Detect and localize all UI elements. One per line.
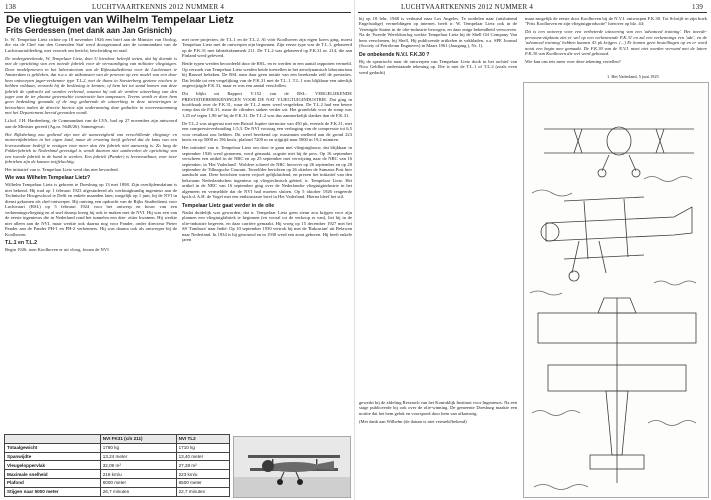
- table-cell: 32,09 m²: [100, 461, 176, 470]
- paragraph: Bij de speurtocht naar de ontwerpen van Tempelaar Lietz dook in het archief van Nico Geldhof onderstaande tekening op. Die is niet de T.L.1 of T.L.2 (zoals even werd gedacht): [359, 58, 517, 75]
- text-column-2: [182, 37, 352, 433]
- table-cell: 22,7 minuten: [176, 487, 229, 496]
- paragraph: met twee projecten, de T.L.1 en de T.L.2. Al vóór Koolhoven zijn eigen koers ging, moest Tempelaar Lietz met de ontwerpen zijn begonnen. Zijn eerste type was de T.L.1, gebaseerd op de F.K.31 met fabriekskenmerk 211. De T.L.2 was gebaseerd op F.K.31 nr. 214, die aan Finland werd geleverd.: [182, 37, 352, 59]
- running-head-left: LUCHTVAARTKENNIS 2012 NUMMER 4: [92, 3, 225, 11]
- text-column-3b: [525, 16, 707, 74]
- table-cell: Stijgen naar 5000 meter: [5, 487, 101, 496]
- table-cell: 1710 kg: [176, 443, 229, 452]
- text-column-4: [359, 400, 517, 498]
- header-rule-left: [4, 12, 351, 13]
- section-heading: Tempelaar Lietz gaat verder in de olie: [182, 202, 275, 209]
- paragraph: Dit is een ontwerp voor een verbeterde uitvoering van een 'advanced training'. Het tweede-persoons-zitplaats ziet er wel op een verkennende F.K.31 en zal een verkennings een 'ade', en de 'advanced training' hebben kunnen 43 pk krijgen. (...) Er komen geen bestellingen op en er word nooit een begin mee gemaakt. De F.K.30 van de N.V.I. moet niet worden verward met de latere F.K.30 van Koolhoven die wel werd gebouwd.: [525, 29, 707, 57]
- table-cell: Maximale snelheid: [5, 470, 101, 479]
- paragraph: Ir. W. Tempelaar Lietz richtte op 18 november 1926 een brief aan de Minister van Oorlog, die via de Chef van den Generalen Staf werd doorgestuurd aan de commandant van de Luchtvaartafdeeling, met verzoek om bericht, bescheiding en raad.: [5, 37, 177, 53]
- paragraph: Lt.kol. J.H. Hardenberg, de Commandant van de LVA, had op 27 november zijn antwoord aan de Minister gereed (Ag.nr. 5648/26). Samengevat:: [5, 118, 177, 129]
- paragraph: Wie kan ons iets meer over deze tekening vertellen?: [525, 59, 621, 65]
- table-row: [5, 443, 230, 452]
- paragraph: gewerkt bij de afdeling Research van het Koninklijk Instituut voor Ingenieurs. Na een stage publiceerde hij ook over de olie-winning. De gemeente Doesburg maakte een notitie dat het hem geluk en voorspoed door hem van afkomstig.: [359, 400, 517, 416]
- table-cell: 26,7 minuten: [100, 487, 176, 496]
- header-rule-right: [358, 12, 707, 13]
- table-cell: 13,24 meter: [100, 452, 176, 461]
- paragraph: De ondergeteekende, W. Tempelaar Lietz, doet U hierdoor beleefd weten, dat hij doende is met de oprichting van een tweede fabriek voor de vervaardiging van militaire vliegtuigen. Door modelproeven in het laboratorium van de Rijksstudiedienst voor de Luchtvaart te Amsterdam is gebleken, dat n.a.v. de uitkomsten van de proeven op een model van een door hem ontworpen jager-verkenner type T.L.2, met de thans in Soesterberg geziene eischen te hebben voldaan, verzoekt hij de beslissing te kennen, of hem het tot stand komen van deze fabriek de opdracht zal worden verleend, waarna hij ook de verdere uitwerking van den jager aan de ter plaatse gewenschte constructie kan aanpassen. Tevens wordt er door hem geen bedenking gemaakt of de nog gedurende de uitwerking in deze uitvoeringen te betrachten indien de directie hiertoe zijn onderneming deze gedachte in overeenstemming met het Departement bereid gevonden wordt.: [5, 55, 177, 116]
- paragraph: Het initiatief van ir. Tempelaar Lietz werd dus niet bevorderd.: [5, 166, 119, 172]
- paragraph: maar mogelijk de eerste door Koolhoven bij de N.V.I. ontworpen F.K.30. Tot Schrijft in zijn boek "Frits Koolhoven en zijn vliegtuigproductie" hierover op blz. 44:: [525, 16, 707, 27]
- article-author: Frits Gerdessen (met dank aan Jan Grisnich): [6, 26, 172, 35]
- paragraph: Begin 1926, toen Koolhoven er uit vloog, kwam de NVI: [5, 246, 109, 252]
- section-heading: T.L.1 en T.L.2: [5, 239, 37, 246]
- table-cell: 27,28 m²: [176, 461, 229, 470]
- paragraph: De T.L.2 was uitgerust met een Bristol Jupiter stermotor van 450 pk, evenals de F.K.31, met een compressieverhouding 1:5,3. De NVI voorzag een verhoging van de compressie tot 6,5 voor resultaat zou hebben. Dit werd berekend op: maximum snelheid aan de grond 223 km/u en op 5000 m 196 km/u, plafond 7200 m en stijgtijd naar 5000 m 19,2 minuten.: [182, 120, 352, 143]
- biplane-photo: [233, 436, 351, 498]
- paragraph: bij op 18 febr. 1948 is verhuisd naar Los Angeles. Te oordelen naar (uitsluitend Engelstalige) vermeldingen op internet, heeft ir. W. Tempelaar Lietz ook in de Verenigde Staten in de olie-industrie bewogen, en daar enige bekendheid verworven. Na de Tweede Wereldoorlog werkte Tempelaar Lietz bij de Shell Oil Company Van hem verschenen, bij Shell, Hij publiceerde artikelen in vakbladen, o.a. SPE Journal (Society of Petroleum Engineers) in Maart 1961 (Jaargang ), Nr. 1).: [359, 16, 517, 49]
- paragraph: Beide typen werden beoordeeld door de RSL, en er werden in een aantal rapporten vermeld. Op verzoek van Tempelaar Lietz werden beide toestellen in het aerodynamisch laboratorium bij Brussel bekeken. De RSL nam daar geen notitie van een berekende zelf de prestaties. Dat leidde tot een vergelijking van de F.K.31 met de T.L.1. T.L.1 was blijkbaar een uiterlijk ongewijzigde F.K.31, maar er was een aantal verschillen.: [182, 61, 352, 89]
- left-page: [0, 0, 355, 500]
- table-cell: 218 km/u: [100, 470, 176, 479]
- text-column-3: [359, 16, 517, 396]
- technical-drawing: [523, 82, 709, 498]
- section-heading: De onbekende N.V.I. F.K.30 ?: [359, 51, 430, 58]
- paragraph: Dit blijkt uit Rapport V.152 van de RSL: VERGELIJKENDE PRESTATIEBEREKENINGEN VOOR DE NAT VLIEGTUIGINDUSTRIE. Dat ging in hoofdzaak over de F.K.31, waar de T.L.2 meer werd vergeleken. De T.L.2 had een betere romp dan de F.K.31, maar de cilinders staken verder uit. Het grondvlak voor de romp was 1,25 m² tegen 1,90 m² bij de F.K.31. De T.L.2 was dus aanmerkelijk slanker dan de F.K.31.: [182, 91, 352, 118]
- specifications-table: [4, 434, 230, 497]
- text-column-1: [5, 37, 177, 430]
- paragraph: Het initiatief van ir. Tempelaar Lietz om door te gaan met vliegtuigbouw, dat blijkbaar in september 1926 werd genomen, werd gemaakt, oogstte niet bij de pers. Op 16 september verscheen een artikel in de NRC en op 25 september met verwijzing naar de NRC van 16 september, in 'Het Vaderland'. Woldere schreef de NRC hierover op 26 september en op 28 september de Tilburgsche Courant. Terzelfder berichten op 26 oktober de Sumatra Post hier aandacht aan. Deze berichten waren vrijwel gelijkluidend, en prezen het initiatief van den bekwaam Nederlandschen ingenieur op vliegtechnisch gebied, ir. Tempelaar Lietz. Het artikel in de NRC van 16 september ging over de Nederlandse vliegtuigindustrie in het algemeen en vermeldde dat de NVI had moeten sluiten. Op 5 oktober 1926 reageerde kpt.b.d. A.H. de Vogel met een enthousiaste brief in Het Vaderland. Hierna bleef het stil.: [182, 145, 352, 200]
- table-cell: Plafond: [5, 478, 101, 487]
- page-number-right: 139: [692, 3, 704, 11]
- aircraft-drawing-illustration: [524, 83, 709, 498]
- table-cell: Vleugeloppervlak: [5, 461, 101, 470]
- article-title: De vliegtuigen van Wilhelm Tempelaar Lietz: [6, 14, 234, 26]
- biplane-photo-illustration: [234, 437, 351, 498]
- table-cell: Totaalgewicht: [5, 443, 101, 452]
- table-cell: 6000 meter: [100, 478, 176, 487]
- table-cell: 13,40 meter: [176, 452, 229, 461]
- table-header-cell: NVI FK31 (c/n 211): [100, 435, 176, 444]
- table-row: [5, 452, 230, 461]
- right-page: [355, 0, 711, 500]
- table-cell: 223 km/u: [176, 470, 229, 479]
- sketch-caption: 1. Het Vaderland, 5 juni 1925: [607, 74, 659, 79]
- table-row: [5, 478, 230, 487]
- paragraph: Het Rijksbelang zou gediend zijn met de aanwezigheid van verschillende vliegtuig- en motorenfabrieken in het eigen land, maar de ervaring heeft geleerd dat de kans van een levensvatbaar bedrijf te vestigen voor meer dan één fabriek niet aanwezig is. Zo lang de Fokkerfabriek in Nederland gevestigd is wordt daarom niet aanbevolen de oprichting van een tweede fabriek in de hand te werken. Een fabriek (Pander) is levensvatbaar, voor twee fabrieken zijn de kansen twijfelachtig.: [5, 131, 177, 165]
- running-head-right: LUCHTVAARTKENNIS 2012 NUMMER 4: [401, 3, 534, 11]
- table-row: [5, 461, 230, 470]
- paragraph: (Met dank aan Wilhelm (de datum is niet vermeld/bekend): [359, 418, 467, 424]
- section-heading: Wie was Wilhelm Tempelaar Lietz?: [5, 175, 91, 182]
- table-header-cell: NVI TL2: [176, 435, 229, 444]
- table-cell: 1780 kg: [100, 443, 176, 452]
- table-cell: Spanwijdte: [5, 452, 101, 461]
- table-row: [5, 470, 230, 479]
- paragraph: Nadat duidelijk was geworden, dat ir. Tempelaar Lietz geen steun zou krijgen voor zijn plannen een vliegtuigfabriek te beginnen (en vooral tot de verkoop er van), liet hij in de olie-industrie begeven, en daar carrière gemaakt. Hij vroeg op 15 december 1927 met het SS 'Tambora' naar Indië. Op 10 september 1930 vertrok hij met de 'Rakosrian' uit Belawan naar Nederland. In 1934 is hij getrouwd en in 1938 werd een zoon geboren. Hij heeft enkele jaren: [182, 209, 352, 242]
- table-header-cell: [5, 435, 101, 444]
- table-cell: 6500 meter: [176, 478, 229, 487]
- page-number-left: 138: [5, 3, 17, 11]
- paragraph: Wilhelm Tempelaar Lietz is geboren te Doesburg op 13 mei 1898. Zijn overlijdensdatum is niet bekend. Hij trad op 1 februari 1923 afgestudeerd als werktuigkundig ingenieur aan de Technische Hoogeschool te Delft en enkele maanden later, mogelijk op 1 juni, bij de NVI in dienst gekomen als chef-ontwerper. Hij ontving een opdracht van de Rijks Studiedienst voor Luchtvaart (RSL) op 5 februari 1924 voor het ontwerp en bouw van een verkenningsvliegtuig en al snel daarop kreeg hij ook te maken met de NVI. Hij was een van de eerste ingenieurs die in Nederland rond het tunnelen een drie- zitter kwamen. Hij werkte niet alleen aan de NVI, maar werkte ook daarna nog voor Pander, onder directeur Pieter Pander aan de Pander PH-1 en PH-2 verkenners. Hij was daarna ook als ontwerper bij de Koolhoven.: [5, 182, 177, 237]
- table-header-row: [5, 435, 230, 444]
- table-row: [5, 487, 230, 496]
